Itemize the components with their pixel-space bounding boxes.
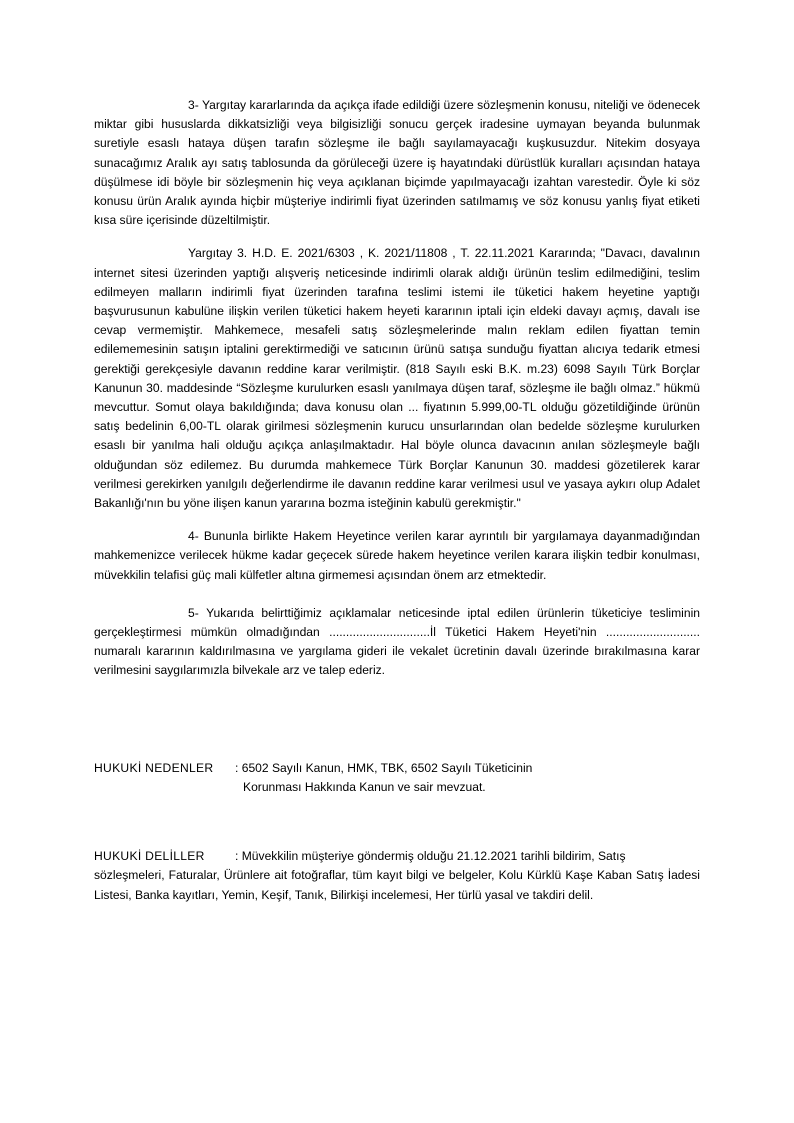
legal-grounds-section: [94, 759, 700, 797]
legal-evidence-rest: sözleşmeleri, Faturalar, Ürünlere ait fotoğraflar, tüm kayıt bilgi ve belgeler, Kolu Kürklü Kaşe Kaban Satış İadesi Listesi, Banka kayıtları, Yemin, Keşif, Tanık, Bilirkişi incelemesi, Her türlü yasal ve takdiri delil.: [94, 868, 700, 902]
legal-grounds-line-1: : 6502 Sayılı Kanun, HMK, TBK, 6502 Sayılı Tüketicinin: [235, 760, 533, 775]
legal-evidence-section: [94, 847, 700, 905]
paragraph-4: 4- Bununla birlikte Hakem Heyetince verilen karar ayrıntılı bir yargılamaya dayanmadığından mahkemenizce verilecek hükme kadar geçecek sürede hakem heyetince verilen karara ilişkin tedbir konulması, müvekkilin telafisi güç mali külfetler altına girmemesi açısından önem arz etmektedir.: [94, 529, 700, 582]
legal-grounds-label: HUKUKİ NEDENLER: [94, 760, 214, 775]
legal-evidence-first-line: : Müvekkilin müşteriye göndermiş olduğu 21.12.2021 tarihli bildirim, Satış: [235, 849, 626, 864]
legal-grounds-value: [235, 759, 700, 797]
paragraph-5: 5- Yukarıda belirttiğimiz açıklamalar neticesinde iptal edilen ürünlerin tüketiciye tesliminin gerçekleştirmesi mümkün olmadığından ..............................İl Tüketici Hakem Heyeti'nin ............................ numaralı kararının kaldırılmasına ve yargılama gideri ile vekalet ücretinin davalı üzerinde bırakılmasına karar verilmesini saygılarımızla bilvekale arz ve talep ederiz.: [94, 605, 700, 678]
document-page: [94, 96, 700, 905]
legal-evidence-first-row: [94, 847, 700, 866]
paragraph-yargitay-quote: Yargıtay 3. H.D. E. 2021/6303 , K. 2021/11808 , T. 22.11.2021 Kararında; "Davacı, davalının internet sitesi üzerinden yaptığı alışveriş neticesinde indirimli olarak aldığı ürünün teslim edilmediğini, teslim edilmeyen malların indirimli fiyat üzerinden tarafına teslimi istemi ile tüketici hakem heyetine yaptığı başvurusunun kabulüne ilişkin verilen tüketici hakem heyeti kararının iptali için eldeki davayı açmış, davalı ise cevap vermemiştir. Mahkemece, mesafeli satış sözleşmelerinde malın reklam edilen fiyattan temin edilememesinin satışın iptalini gerektirmediği ve satıcının ürünü satışa sunduğu fiyattan alıcıya tedarik etmesi gerektiği gerekçesiyle davanın reddine karar verilmiştir. (818 Sayılı eski B.K. m.23) 6098 Sayılı Türk Borçlar Kanunun 30. maddesinde “Sözleşme kurulurken esaslı yanılmaya düşen taraf, sözleşme ile bağlı olmaz.” hükmü mevcuttur. Somut olaya bakıldığında; dava konusu olan ... fiyatının 5.999,00-TL olduğu gözetildiğinde ürünün satış bedelinin 6,00-TL olarak girilmesi sözleşmenin kurucu unsurlarından olan bedelde sözleşme kurulurken esaslı bir yanılma hali olduğu açıkça anlaşılmaktadır. Hal böyle olunca davacının anılan sözleşmeyle bağlı olduğundan söz edilemez. Bu durumda mahkemece Türk Borçlar Kanunun 30. maddesi gözetilerek karar verilmesi gerekirken yanılgılı değerlendirme ile davanın reddine karar verilmesi usul ve yasaya aykırı olup Adalet Bakanlığı'nın bu yöne ilişen kanun yararına bozma isteğinin kabulü gerekmiştir.": [94, 246, 700, 511]
legal-evidence-label: HUKUKİ DELİLLER: [94, 849, 205, 864]
paragraph-3: 3- Yargıtay kararlarında da açıkça ifade edildiği üzere sözleşmenin konusu, niteliği ve ödenecek miktar gibi hususlarda dikkatsizliği veya bilgisizliği sonucu gerçek iradesine uymayan beyanda bulunmak suretiyle esaslı hataya düşen tarafın sözleşme ile bağlı sayılamayacağı kuşkusuzdur. Nitekim dosyaya sunacağımız Aralık ayı satış tablosunda da görüleceği üzere iş hayatındaki dürüstlük kuralları açısından hataya düşülmese idi böyle bir sözleşmenin hiç veya açıklanan biçimde yapılmayacağı izahtan varestedir. Öyle ki söz konusu ürün Aralık ayında hiçbir müşteriye indirimli fiyat üzerinden satılmamış ve söz konusu yanlış fiyat etiketi kısa süre içerisinde düzeltilmiştir.: [94, 98, 700, 228]
legal-grounds-line-2: Korunması Hakkında Kanun ve sair mevzuat.: [243, 779, 486, 794]
